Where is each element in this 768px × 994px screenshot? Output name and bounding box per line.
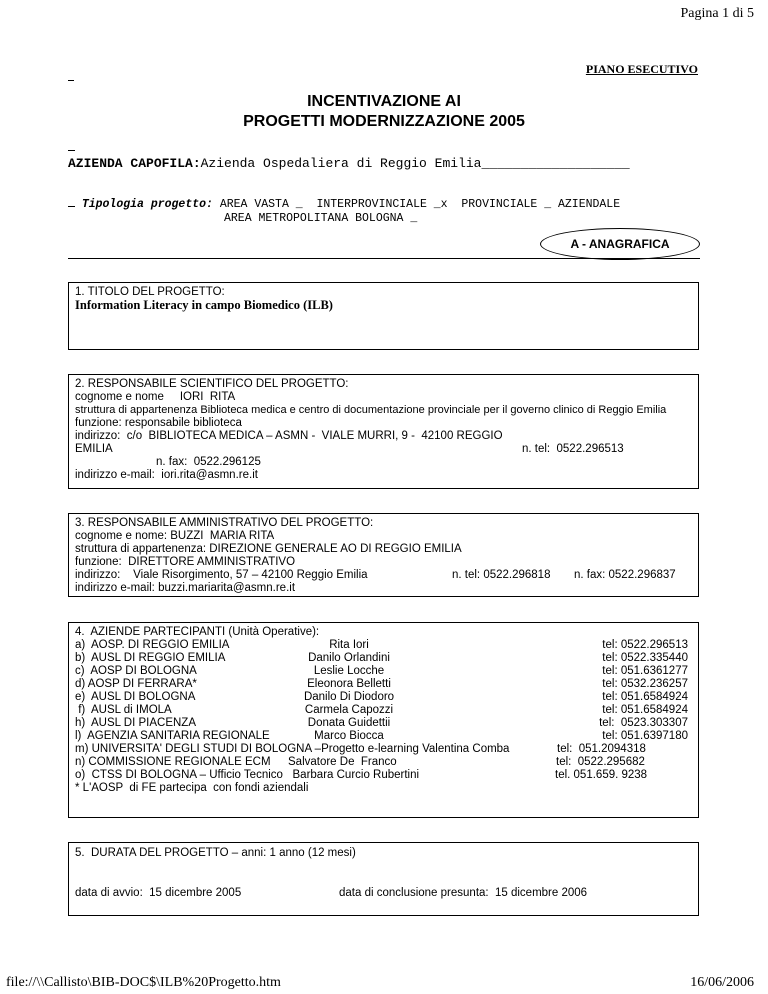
end-date: data di conclusione presunta: 15 dicembre 2006	[339, 887, 588, 899]
participant-tel: tel: 051.6584924	[602, 691, 688, 703]
section-5-heading: 5. DURATA DEL PROGETTO – anni: 1 anno (12 mesi)	[75, 847, 356, 859]
participant-row	[69, 691, 698, 704]
sci-name: cognome e nome IORI RITA	[75, 391, 236, 403]
participant-row	[69, 639, 698, 652]
participant-person: Danilo Orlandini	[308, 652, 390, 664]
participant-org: e) AUSL DI BOLOGNA	[75, 691, 196, 703]
adm-email: indirizzo e-mail: buzzi.mariarita@asmn.re.it	[75, 582, 296, 594]
participant-org: l) AGENZIA SANITARIA REGIONALE	[75, 730, 270, 742]
participant-row	[69, 652, 698, 665]
participant-person: Danilo Di Diodoro	[303, 691, 395, 703]
plan-label: PIANO ESECUTIVO	[585, 62, 698, 76]
participant-org: b) AUSL DI REGGIO EMILIA	[75, 652, 226, 664]
sci-email: indirizzo e-mail: iori.rita@asmn.re.it	[75, 469, 258, 481]
document-title	[0, 92, 768, 132]
adm-funzione: funzione: DIRETTORE AMMINISTRATIVO	[75, 556, 296, 568]
print-date: 16/06/2006	[690, 975, 754, 990]
file-path: file://\\Callisto\BIB-DOC$\ILB%20Progetto.htm	[6, 975, 281, 990]
participant-row	[69, 717, 698, 730]
participant-person: Marco Biocca	[314, 730, 384, 742]
participant-row	[69, 704, 698, 717]
section-5-box	[68, 842, 699, 916]
start-date: data di avvio: 15 dicembre 2005	[75, 887, 242, 899]
sci-indirizzo-2: EMILIA	[75, 443, 113, 455]
sci-struttura: struttura di appartenenza Biblioteca medica e centro di documentazione provinciale per il governo clinico di Reggio Emilia	[75, 404, 667, 416]
participant-org: h) AUSL DI PIACENZA	[75, 717, 196, 729]
stray-mark	[68, 206, 75, 207]
sci-indirizzo-1: indirizzo: c/o BIBLIOTECA MEDICA – ASMN - VIALE MURRI, 9 - 42100 REGGIO	[75, 430, 503, 442]
adm-tel: n. tel: 0522.296818	[452, 569, 551, 581]
tipologia-label: Tipologia progetto:	[81, 198, 213, 211]
azienda-label: AZIENDA CAPOFILA:	[68, 156, 201, 171]
adm-struttura: struttura di appartenenza: DIREZIONE GENERALE AO DI REGGIO EMILIA	[75, 543, 462, 555]
section-2-box	[68, 374, 699, 489]
section-1-box	[68, 282, 699, 350]
participant-org: a) AOSP. DI REGGIO EMILIA	[75, 639, 230, 651]
participant-tel: tel: 051.6397180	[602, 730, 688, 742]
sci-funzione: funzione: responsabile biblioteca	[75, 417, 242, 429]
participant-tel: tel: 0522.296513	[602, 639, 688, 651]
sci-fax: n. fax: 0522.296125	[156, 456, 261, 468]
participant-row	[69, 678, 698, 691]
tipologia-row	[68, 185, 620, 211]
participant-person: Leslie Locche	[313, 665, 385, 677]
title-line-1: INCENTIVAZIONE AI	[307, 93, 461, 110]
adm-indirizzo: indirizzo: Viale Risorgimento, 57 – 42100 Reggio Emilia	[75, 569, 368, 581]
section-badge	[540, 228, 700, 260]
stray-mark	[68, 80, 74, 81]
participant-row	[69, 665, 698, 678]
participant-tel: tel: 0522.335440	[602, 652, 688, 664]
section-3-heading: 3. RESPONSABILE AMMINISTRATIVO DEL PROGETTO:	[75, 517, 374, 529]
participant-row-m: m) UNIVERSITA' DEGLI STUDI DI BOLOGNA –Progetto e-learning Valentina Comba	[75, 743, 510, 755]
badge-rule	[68, 258, 700, 259]
participant-org: c) AOSP DI BOLOGNA	[75, 665, 197, 677]
title-line-2: PROGETTI MODERNIZZAZIONE 2005	[243, 113, 525, 130]
participant-person: Rita Iori	[329, 639, 369, 651]
tipologia-row-2: AREA METROPOLITANA BOLOGNA _	[224, 212, 418, 225]
section-badge-label: A - ANAGRAFICA	[570, 237, 670, 251]
stray-mark	[68, 150, 75, 151]
page-number: Pagina 1 di 5	[680, 6, 754, 21]
participant-row	[69, 730, 698, 743]
azienda-value: Azienda Ospedaliera di Reggio Emilia___________________	[200, 156, 630, 171]
participant-person: Eleonora Belletti	[307, 678, 391, 690]
section-4-heading: 4. AZIENDE PARTECIPANTI (Unità Operative):	[75, 626, 320, 638]
adm-name: cognome e nome: BUZZI MARIA RITA	[75, 530, 275, 542]
participant-org: d) AOSP DI FERRARA*	[75, 678, 197, 690]
section-1-heading: 1. TITOLO DEL PROGETTO:	[75, 286, 225, 298]
participant-row-n-tel: tel: 0522.295682	[556, 756, 645, 768]
section-3-box	[68, 513, 699, 597]
participant-person: Carmela Capozzi	[304, 704, 394, 716]
participant-tel: tel: 051.6584924	[602, 704, 688, 716]
section-4-box	[68, 622, 699, 818]
tipologia-options: AREA VASTA _ INTERPROVINCIALE _x PROVINCIALE _ AZIENDALE	[219, 198, 621, 211]
azienda-row	[68, 156, 630, 171]
participant-person: Donata Guidettii	[307, 717, 391, 729]
participant-row-n: n) COMMISSIONE REGIONALE ECM	[75, 756, 271, 768]
sci-tel: n. tel: 0522.296513	[522, 443, 624, 455]
participant-row-o-tel: tel. 051.659. 9238	[555, 769, 648, 781]
participant-tel: tel: 0532.236257	[602, 678, 688, 690]
participant-tel: tel: 051.6361277	[602, 665, 688, 677]
section-2-heading: 2. RESPONSABILE SCIENTIFICO DEL PROGETTO:	[75, 378, 349, 390]
adm-fax: n. fax: 0522.296837	[574, 569, 676, 581]
participant-row-o: o) CTSS DI BOLOGNA – Ufficio Tecnico Barbara Curcio Rubertini	[75, 769, 420, 781]
participant-row-m-tel: tel: 051.2094318	[557, 743, 646, 755]
participant-org: f) AUSL di IMOLA	[75, 704, 172, 716]
participant-tel: tel: 0523.303307	[599, 717, 688, 729]
project-title: Information Literacy in campo Biomedico (ILB)	[75, 298, 333, 312]
participants-note: * L'AOSP di FE partecipa con fondi aziendali	[75, 782, 309, 794]
participant-row-n-person: Salvatore De Franco	[288, 756, 397, 768]
